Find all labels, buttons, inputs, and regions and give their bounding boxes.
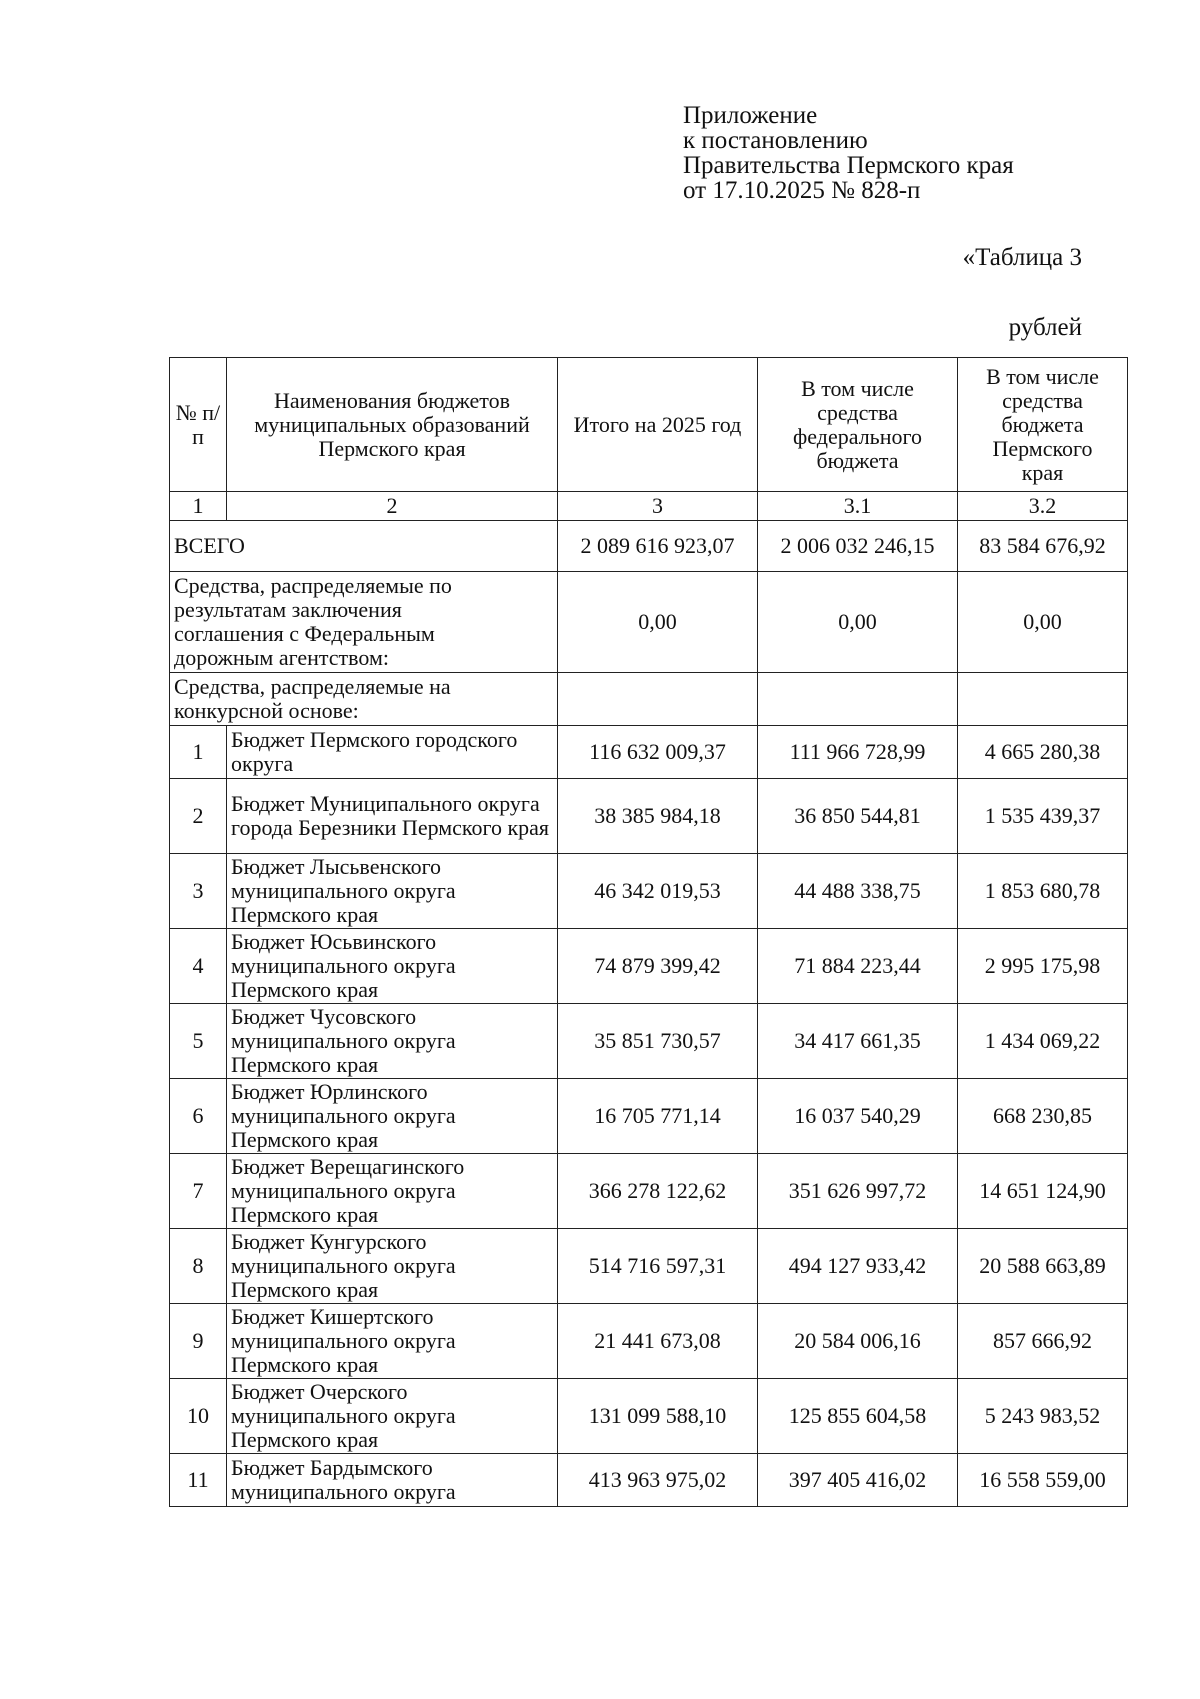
row-federal: 111 966 728,99 <box>758 726 958 779</box>
table-row <box>170 1079 1128 1154</box>
table-row <box>170 1229 1128 1304</box>
row-federal: 351 626 997,72 <box>758 1154 958 1229</box>
row-budget-name: Бюджет Лысьвенского муниципального округа Пермского края <box>227 854 558 929</box>
row-total: 16 705 771,14 <box>558 1079 758 1154</box>
row-number: 5 <box>170 1004 227 1079</box>
table-row <box>170 854 1128 929</box>
attachment-block <box>683 103 1014 203</box>
row-number: 11 <box>170 1454 227 1507</box>
column-header-federal: В том числе средства федерального бюджета <box>758 358 958 492</box>
row-total: 514 716 597,31 <box>558 1229 758 1304</box>
row-regional: 668 230,85 <box>958 1079 1128 1154</box>
agency-total: 0,00 <box>558 572 758 673</box>
column-header-number: № п/п <box>170 358 227 492</box>
row-federal: 20 584 006,16 <box>758 1304 958 1379</box>
attachment-line: к постановлению <box>683 127 868 154</box>
row-total: 21 441 673,08 <box>558 1304 758 1379</box>
row-federal: 494 127 933,42 <box>758 1229 958 1304</box>
total-regional: 83 584 676,92 <box>958 521 1128 572</box>
row-total: 131 099 588,10 <box>558 1379 758 1454</box>
row-number: 7 <box>170 1154 227 1229</box>
column-header-regional: В том числе средства бюджета Пермского края <box>958 358 1128 492</box>
column-number-row <box>170 492 1128 521</box>
row-budget-name: Бюджет Юрлинского муниципального округа Пермского края <box>227 1079 558 1154</box>
row-budget-name: Бюджет Кишертского муниципального округа Пермского края <box>227 1304 558 1379</box>
row-number: 1 <box>170 726 227 779</box>
row-budget-name: Бюджет Муниципального округа города Березники Пермского края <box>227 779 558 854</box>
competitive-section-row <box>170 673 1128 726</box>
total-federal: 2 006 032 246,15 <box>758 521 958 572</box>
row-number: 2 <box>170 779 227 854</box>
table-row <box>170 1454 1128 1507</box>
row-federal: 71 884 223,44 <box>758 929 958 1004</box>
row-federal: 34 417 661,35 <box>758 1004 958 1079</box>
row-budget-name: Бюджет Верещагинского муниципального округа Пермского края <box>227 1154 558 1229</box>
total-amount: 2 089 616 923,07 <box>558 521 758 572</box>
table-row <box>170 779 1128 854</box>
table-row <box>170 1154 1128 1229</box>
row-regional: 5 243 983,52 <box>958 1379 1128 1454</box>
table-row <box>170 1004 1128 1079</box>
row-total: 35 851 730,57 <box>558 1004 758 1079</box>
row-budget-name: Бюджет Очерского муниципального округа Пермского края <box>227 1379 558 1454</box>
row-budget-name: Бюджет Юсьвинского муниципального округа Пермского края <box>227 929 558 1004</box>
row-federal: 125 855 604,58 <box>758 1379 958 1454</box>
agency-section-row <box>170 572 1128 673</box>
budget-table <box>169 357 1128 1507</box>
competitive-section-label: Средства, распределяемые на конкурсной основе: <box>174 674 451 723</box>
table-row <box>170 726 1128 779</box>
row-total: 116 632 009,37 <box>558 726 758 779</box>
table-label: «Таблица 3 <box>962 244 1082 271</box>
row-regional: 2 995 175,98 <box>958 929 1128 1004</box>
row-regional: 1 853 680,78 <box>958 854 1128 929</box>
table-row <box>170 1379 1128 1454</box>
row-budget-name: Бюджет Пермского городского округа <box>227 726 558 779</box>
row-regional: 1 535 439,37 <box>958 779 1128 854</box>
row-regional: 14 651 124,90 <box>958 1154 1128 1229</box>
row-regional: 4 665 280,38 <box>958 726 1128 779</box>
attachment-line: Приложение <box>683 102 818 129</box>
row-regional: 857 666,92 <box>958 1304 1128 1379</box>
row-number: 6 <box>170 1079 227 1154</box>
column-header-name: Наименования бюджетов муниципальных образований Пермского края <box>227 358 558 492</box>
row-federal: 16 037 540,29 <box>758 1079 958 1154</box>
agency-regional: 0,00 <box>958 572 1128 673</box>
units-label: рублей <box>1008 314 1082 341</box>
row-federal: 44 488 338,75 <box>758 854 958 929</box>
row-regional: 1 434 069,22 <box>958 1004 1128 1079</box>
column-number: 3 <box>558 492 758 521</box>
row-number: 9 <box>170 1304 227 1379</box>
row-budget-name: Бюджет Чусовского муниципального округа Пермского края <box>227 1004 558 1079</box>
row-number: 3 <box>170 854 227 929</box>
agency-federal: 0,00 <box>758 572 958 673</box>
row-total: 46 342 019,53 <box>558 854 758 929</box>
agency-section-label: Средства, распределяемые по результатам заключения соглашения с Федеральным дорожным агентством: <box>174 573 452 670</box>
row-regional: 16 558 559,00 <box>958 1454 1128 1507</box>
column-number: 3.2 <box>958 492 1128 521</box>
table-row <box>170 1304 1128 1379</box>
row-federal: 397 405 416,02 <box>758 1454 958 1507</box>
attachment-line: Правительства Пермского края <box>683 152 1014 179</box>
column-number: 2 <box>227 492 558 521</box>
row-federal: 36 850 544,81 <box>758 779 958 854</box>
row-number: 10 <box>170 1379 227 1454</box>
row-total: 38 385 984,18 <box>558 779 758 854</box>
column-header-total: Итого на 2025 год <box>558 358 758 492</box>
row-budget-name: Бюджет Кунгурского муниципального округа Пермского края <box>227 1229 558 1304</box>
total-label: ВСЕГО <box>170 521 558 572</box>
column-number: 1 <box>170 492 227 521</box>
header-row <box>170 358 1128 492</box>
row-regional: 20 588 663,89 <box>958 1229 1128 1304</box>
row-total: 74 879 399,42 <box>558 929 758 1004</box>
row-budget-name: Бюджет Бардымского муниципального округа <box>227 1454 558 1507</box>
row-total: 413 963 975,02 <box>558 1454 758 1507</box>
column-number: 3.1 <box>758 492 958 521</box>
total-row <box>170 521 1128 572</box>
row-number: 4 <box>170 929 227 1004</box>
table-row <box>170 929 1128 1004</box>
row-total: 366 278 122,62 <box>558 1154 758 1229</box>
row-number: 8 <box>170 1229 227 1304</box>
attachment-line: от 17.10.2025 № 828-п <box>683 177 921 204</box>
